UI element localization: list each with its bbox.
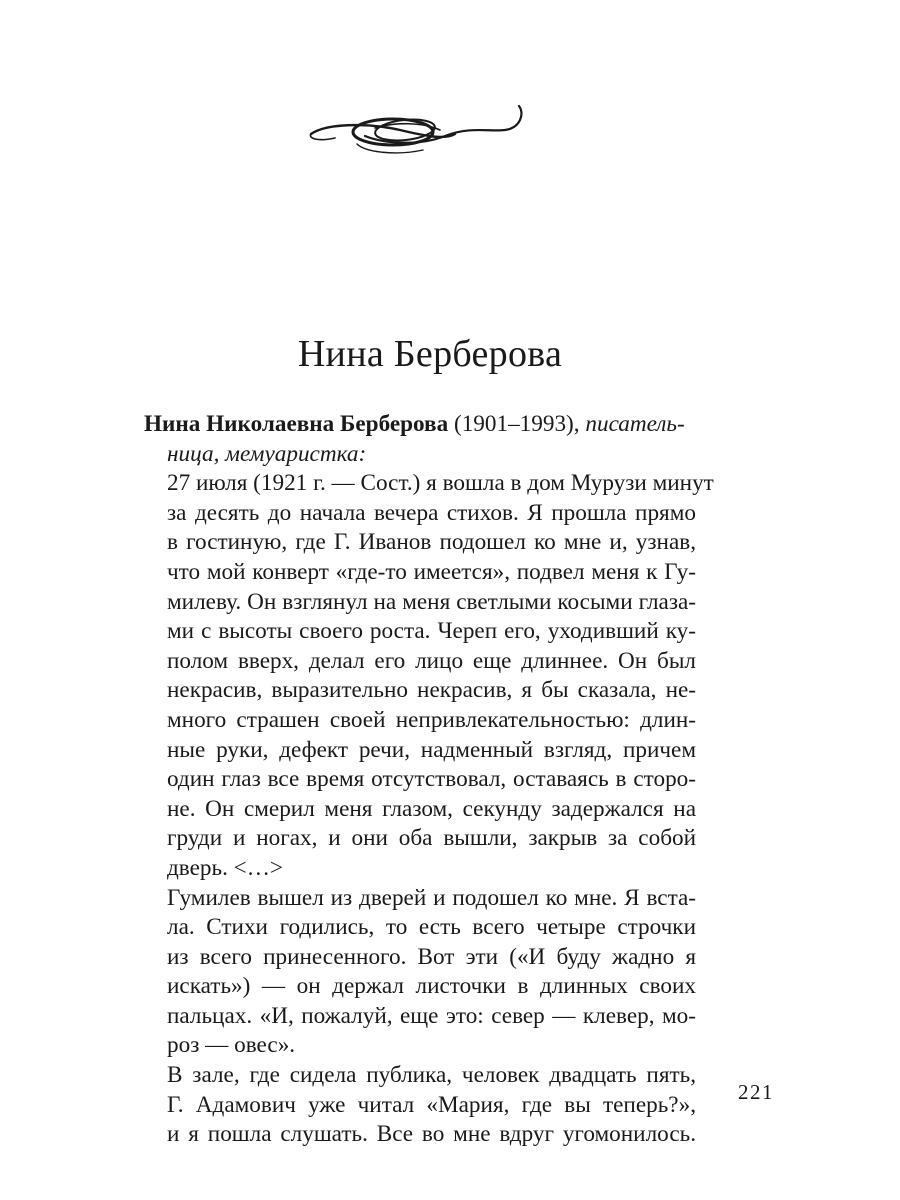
paragraph-3: [144, 1061, 696, 1150]
text-line: Г. Адамович уже читал «Мария, где вы теперь?»,: [167, 1091, 696, 1118]
text-line: Гумилев вышел из дверей и подошел ко мне. Я вста-: [167, 884, 696, 911]
page-number: 221: [738, 1080, 774, 1104]
author-intro: [144, 410, 696, 440]
text-line: один глаз все время отсутствовал, оставаясь в сторо-: [167, 766, 696, 793]
text-line: груди и ногах, и они оба вышли, закрыв за собой: [167, 825, 696, 852]
text-line: и я пошла слушать. Все во мне вдруг угомонилось.: [167, 1121, 696, 1148]
text-line: роз — овес».: [167, 1032, 296, 1059]
text-line: много страшен своей непривлекательностью: длин-: [167, 706, 696, 733]
text-line: некрасив, выразительно некрасив, я бы сказала, не-: [167, 677, 696, 704]
paragraph-1: [144, 469, 714, 883]
text-line: пальцах. «И, пожалуй, еще это: север — клевер, мо-: [167, 1002, 696, 1029]
paragraph-2: [144, 884, 696, 1062]
text-line: В зале, где сидела публика, человек двадцать пять,: [167, 1062, 696, 1089]
text-line: ми с высоты своего роста. Череп его, уходивший ку-: [167, 618, 696, 645]
author-description: писатель-: [585, 411, 685, 437]
text-line: ла. Стихи годились, то есть всего четыре строчки: [167, 914, 696, 941]
author-years: (1901–1993),: [448, 411, 586, 437]
text-line: искать») — он держал листочки в длинных своих: [167, 973, 696, 1000]
author-name: Нина Николаевна Берберова: [144, 411, 449, 437]
body-text: [144, 410, 714, 1150]
flourish-ornament: [305, 100, 530, 160]
text-line: из всего принесенного. Вот эти («И буду жадно я: [167, 943, 696, 970]
text-line: дверь. <…>: [167, 854, 284, 881]
text-line: полом вверх, делал его лицо еще длиннее. Он был: [167, 647, 696, 674]
text-line: 27 июля (1921 г. — Сост.) я вошла в дом Мурузи минут: [167, 470, 714, 497]
text-line: в гостиную, где Г. Иванов подошел ко мне и, узнав,: [167, 529, 696, 556]
text-line: ные руки, дефект речи, надменный взгляд, причем: [167, 736, 696, 763]
text-line: за десять до начала вечера стихов. Я прошла прямо: [167, 499, 696, 526]
text-line: не. Он смерил меня глазом, секунду задержался на: [167, 795, 696, 822]
author-description-cont: ница, мемуаристка:: [167, 440, 367, 467]
chapter-title: Нина Берберова: [297, 333, 563, 375]
text-line: что мой конверт «где-то имеется», подвел меня к Гу-: [167, 558, 696, 585]
text-line: милеву. Он взглянул на меня светлыми косыми глаза-: [167, 588, 696, 615]
